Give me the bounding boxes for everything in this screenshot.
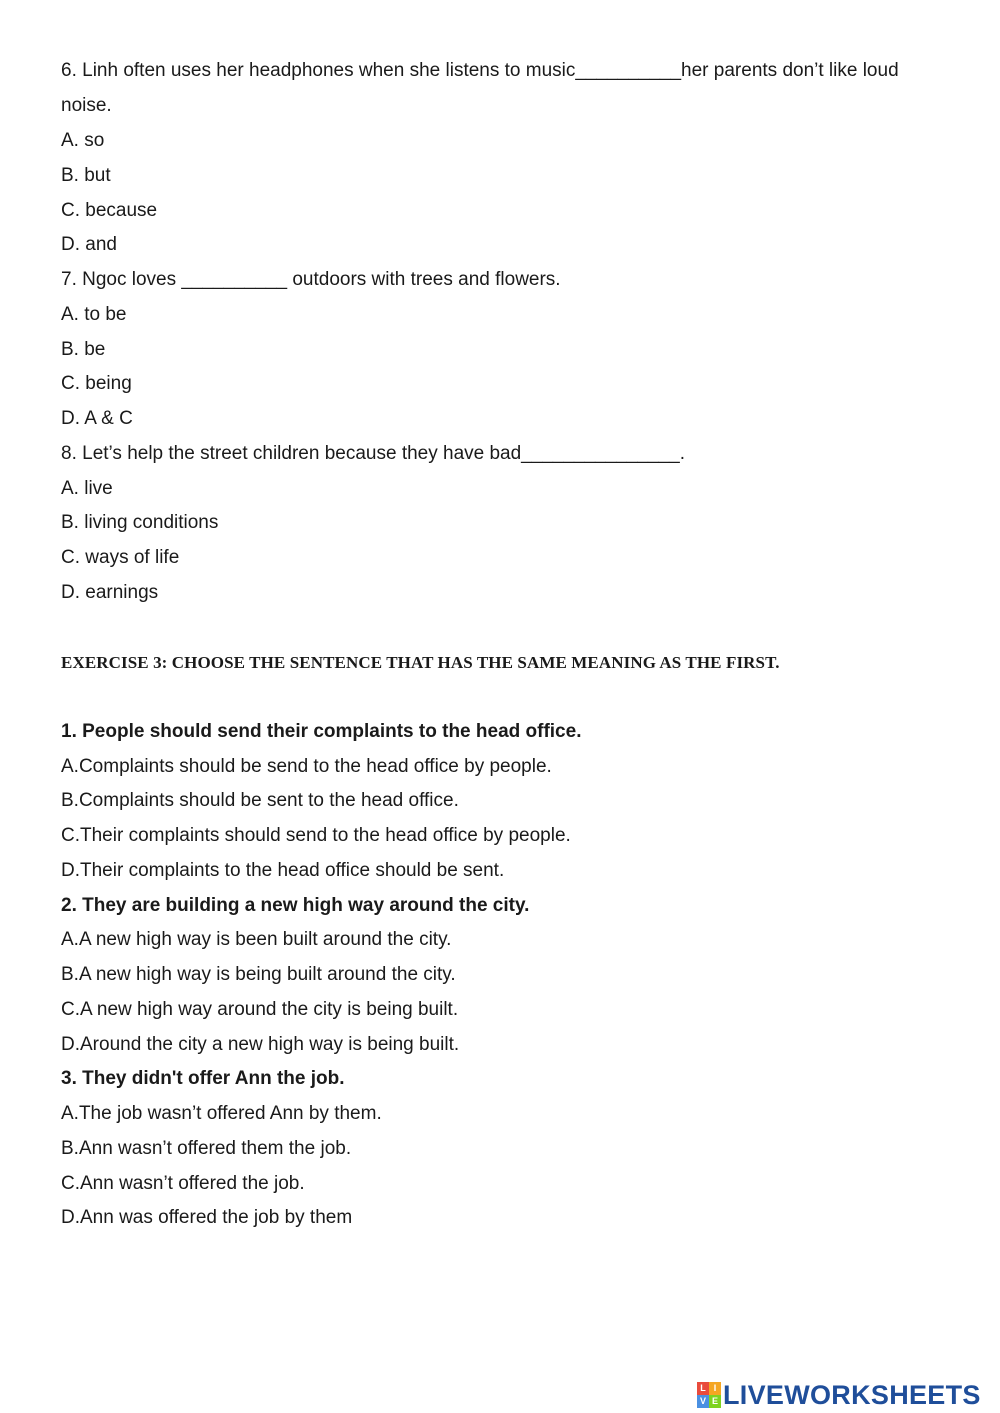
question-8-option-c[interactable]: C. ways of life [61, 547, 180, 568]
liveworksheets-logo-text: LIVEWORKSHEETS [723, 1380, 981, 1410]
question-7-option-d[interactable]: D. A & C [61, 408, 133, 429]
exercise-3-item-2-option-b[interactable]: B.A new high way is being built around the city. [61, 964, 456, 985]
question-6-text-line2: noise. [61, 95, 112, 116]
question-7-text: 7. Ngoc loves __________ outdoors with trees and flowers. [61, 269, 561, 290]
logo-icon-letter-l: L [697, 1382, 709, 1395]
exercise-3-item-3-option-d[interactable]: D.Ann was offered the job by them [61, 1207, 353, 1228]
exercise-3-item-3-option-c[interactable]: C.Ann wasn’t offered the job. [61, 1173, 305, 1194]
exercise-3-item-1-option-d[interactable]: D.Their complaints to the head office should be sent. [61, 860, 505, 881]
exercise-3-heading: EXERCISE 3: CHOOSE THE SENTENCE THAT HAS THE SAME MEANING AS THE FIRST. [61, 653, 780, 672]
exercise-3-item-3-option-a[interactable]: A.The job wasn’t offered Ann by them. [61, 1103, 382, 1124]
exercise-3-item-2-option-d[interactable]: D.Around the city a new high way is being built. [61, 1034, 460, 1055]
question-7-option-a[interactable]: A. to be [61, 304, 127, 325]
exercise-3-item-3-option-b[interactable]: B.Ann wasn’t offered them the job. [61, 1138, 352, 1159]
question-8-text: 8. Let’s help the street children because they have bad_______________. [61, 443, 685, 464]
question-8-option-b[interactable]: B. living conditions [61, 512, 219, 533]
liveworksheets-logo-icon [697, 1382, 721, 1408]
logo-icon-letter-i: I [709, 1382, 721, 1395]
question-8-option-a[interactable]: A. live [61, 478, 113, 499]
logo-icon-letter-v: V [697, 1395, 709, 1408]
question-6-option-a[interactable]: A. so [61, 130, 105, 151]
question-6-text-line1: 6. Linh often uses her headphones when she listens to music__________her parents don’t like loud [61, 60, 899, 81]
exercise-3-item-1-prompt: 1. People should send their complaints to the head office. [61, 721, 582, 742]
exercise-3-item-1-option-c[interactable]: C.Their complaints should send to the head office by people. [61, 825, 571, 846]
question-7-option-c[interactable]: C. being [61, 373, 132, 394]
question-7-option-b[interactable]: B. be [61, 339, 106, 360]
exercise-3-item-3-prompt: 3. They didn't offer Ann the job. [61, 1068, 345, 1089]
question-6-option-d[interactable]: D. and [61, 234, 117, 255]
question-6-option-b[interactable]: B. but [61, 165, 111, 186]
exercise-3-item-2-prompt: 2. They are building a new high way around the city. [61, 895, 530, 916]
liveworksheets-logo [697, 1378, 981, 1412]
exercise-3-item-1-option-a[interactable]: A.Complaints should be send to the head office by people. [61, 756, 552, 777]
question-6-option-c[interactable]: C. because [61, 200, 158, 221]
exercise-3-item-2-option-a[interactable]: A.A new high way is been built around the city. [61, 929, 452, 950]
question-8-option-d[interactable]: D. earnings [61, 582, 159, 603]
exercise-3-item-2-option-c[interactable]: C.A new high way around the city is being built. [61, 999, 459, 1020]
logo-icon-letter-e: E [709, 1395, 721, 1408]
exercise-3-item-1-option-b[interactable]: B.Complaints should be sent to the head office. [61, 790, 459, 811]
